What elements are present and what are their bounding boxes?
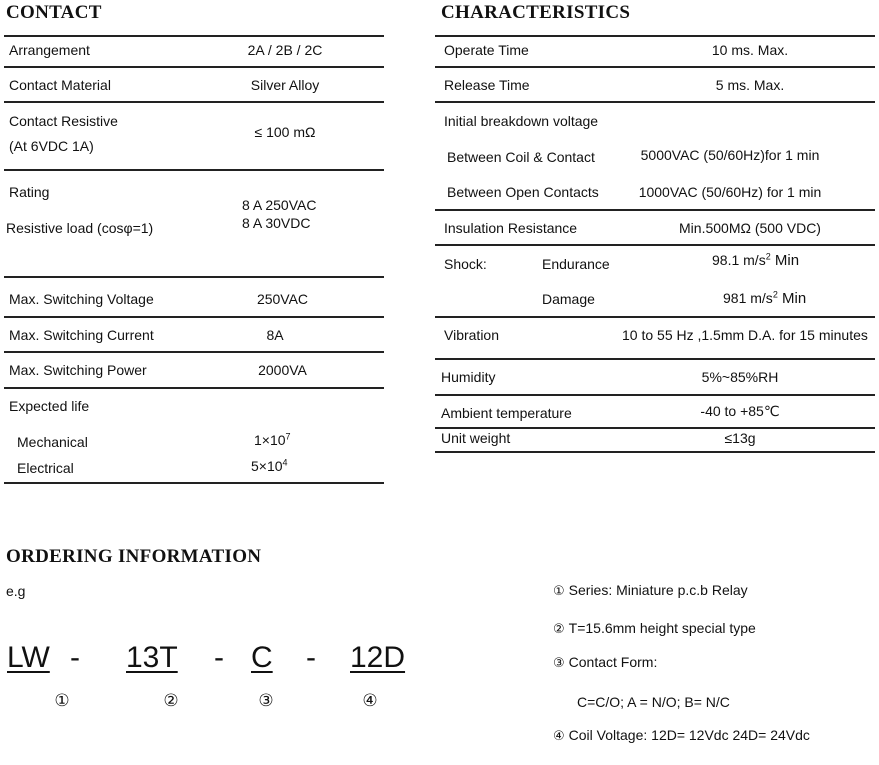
max-power-label: Max. Switching Power — [9, 362, 147, 378]
code-dash-1: - — [70, 641, 80, 674]
max-voltage-value: 250VAC — [256, 291, 309, 307]
humidity-value: 5%~85%RH — [701, 369, 779, 385]
shock-endurance-value: 98.1 $m/s^2$ Min — [712, 251, 800, 269]
mechanical-value: $1\times 10^7$ — [254, 431, 291, 448]
contact-top-rule — [4, 35, 384, 37]
electrical-value: $5\times 10^4$ — [251, 457, 288, 474]
shock-damage-value: 981 $m/s^2$ Min — [723, 289, 807, 307]
max-power-value: 2000VA — [258, 362, 307, 378]
characteristics-bottom-rule — [435, 451, 875, 453]
row-divider — [435, 66, 875, 68]
insulation-value: Min.500MΩ (500 VDC) — [679, 220, 821, 236]
code-contact-form: C — [251, 641, 273, 674]
release-label: Release Time — [444, 77, 530, 93]
resistive-value: ≤ 100 mΩ — [254, 124, 316, 140]
electrical-label: Electrical — [17, 460, 74, 476]
breakdown-open-value: 1000VAC (50/60Hz) for 1 min — [638, 184, 822, 200]
row-divider — [4, 66, 384, 68]
row-divider — [435, 316, 875, 318]
row-divider — [435, 394, 875, 396]
code-marker-1: ① — [54, 691, 70, 710]
weight-value: ≤13g — [724, 430, 756, 446]
rating-value-2: 8 A 30VDC — [242, 215, 311, 231]
shock-label: Shock: — [444, 256, 487, 272]
row-divider — [435, 209, 875, 211]
arrangement-value: 2A / 2B / 2C — [247, 42, 323, 58]
breakdown-coil-value: 5000VAC (50/60Hz)for 1 min — [640, 147, 820, 163]
ambient-label: Ambient temperature — [441, 405, 572, 421]
max-voltage-label: Max. Switching Voltage — [9, 291, 154, 307]
legend-contact-form-values: C=C/O; A = N/O; B= N/C — [577, 694, 730, 710]
resistive-label-1: Contact Resistive — [9, 113, 118, 129]
material-value: Silver Alloy — [250, 77, 320, 93]
weight-label: Unit weight — [441, 430, 511, 446]
row-divider — [4, 387, 384, 389]
row-divider — [435, 427, 875, 429]
characteristics-heading: CHARACTERISTICS — [441, 2, 631, 23]
rating-label-1: Rating — [9, 184, 50, 200]
mechanical-label: Mechanical — [17, 434, 88, 450]
code-coil-voltage: 12D — [350, 641, 406, 674]
ambient-value: -40 to +85℃ — [700, 403, 780, 419]
breakdown-label: Initial breakdown voltage — [444, 113, 599, 129]
legend-series: ① Series: Miniature p.c.b Relay — [553, 582, 748, 599]
row-divider — [4, 316, 384, 318]
shock-damage-label: Damage — [542, 291, 595, 307]
row-divider — [4, 351, 384, 353]
legend-height: ② T=15.6mm height special type — [553, 620, 756, 637]
rating-label-2: Resistive load (cosφ=1) — [6, 220, 154, 236]
vibration-label: Vibration — [444, 327, 500, 343]
arrangement-label: Arrangement — [9, 42, 90, 58]
row-divider — [435, 101, 875, 103]
row-divider — [4, 169, 384, 171]
ordering-heading: ORDERING INFORMATION — [6, 546, 262, 567]
contact-bottom-rule — [4, 482, 384, 484]
release-value: 5 ms. Max. — [715, 77, 785, 93]
code-marker-2: ② — [163, 691, 179, 710]
max-current-label: Max. Switching Current — [9, 327, 154, 343]
row-divider — [4, 276, 384, 278]
characteristics-top-rule — [435, 35, 875, 37]
material-label: Contact Material — [9, 77, 111, 93]
code-dash-2: - — [214, 641, 224, 674]
example-label: e.g — [6, 583, 26, 599]
resistive-label-2: (At 6VDC 1A) — [9, 138, 94, 154]
vibration-value: 10 to 55 Hz ,1.5mm D.A. for 15 minutes — [622, 327, 868, 343]
code-series: LW — [7, 641, 50, 674]
code-height: 13T — [126, 641, 178, 674]
row-divider — [435, 358, 875, 360]
legend-contact-form: ③ Contact Form: — [553, 654, 658, 671]
humidity-label: Humidity — [441, 369, 496, 385]
breakdown-open-label: Between Open Contacts — [447, 184, 599, 200]
row-divider — [4, 101, 384, 103]
legend-coil-voltage: ④ Coil Voltage: 12D= 12Vdc 24D= 24Vdc — [553, 727, 810, 744]
life-label: Expected life — [9, 398, 90, 414]
row-divider — [435, 244, 875, 246]
breakdown-coil-label: Between Coil & Contact — [447, 149, 595, 165]
code-dash-3: - — [306, 641, 316, 674]
code-marker-3: ③ — [258, 691, 274, 710]
operate-label: Operate Time — [444, 42, 529, 58]
code-marker-4: ④ — [362, 691, 378, 710]
operate-value: 10 ms. Max. — [711, 42, 789, 58]
max-current-value: 8A — [266, 327, 284, 343]
rating-value-1: 8 A 250VAC — [242, 197, 317, 213]
insulation-label: Insulation Resistance — [444, 220, 578, 236]
contact-heading: CONTACT — [6, 2, 102, 23]
shock-endurance-label: Endurance — [542, 256, 610, 272]
